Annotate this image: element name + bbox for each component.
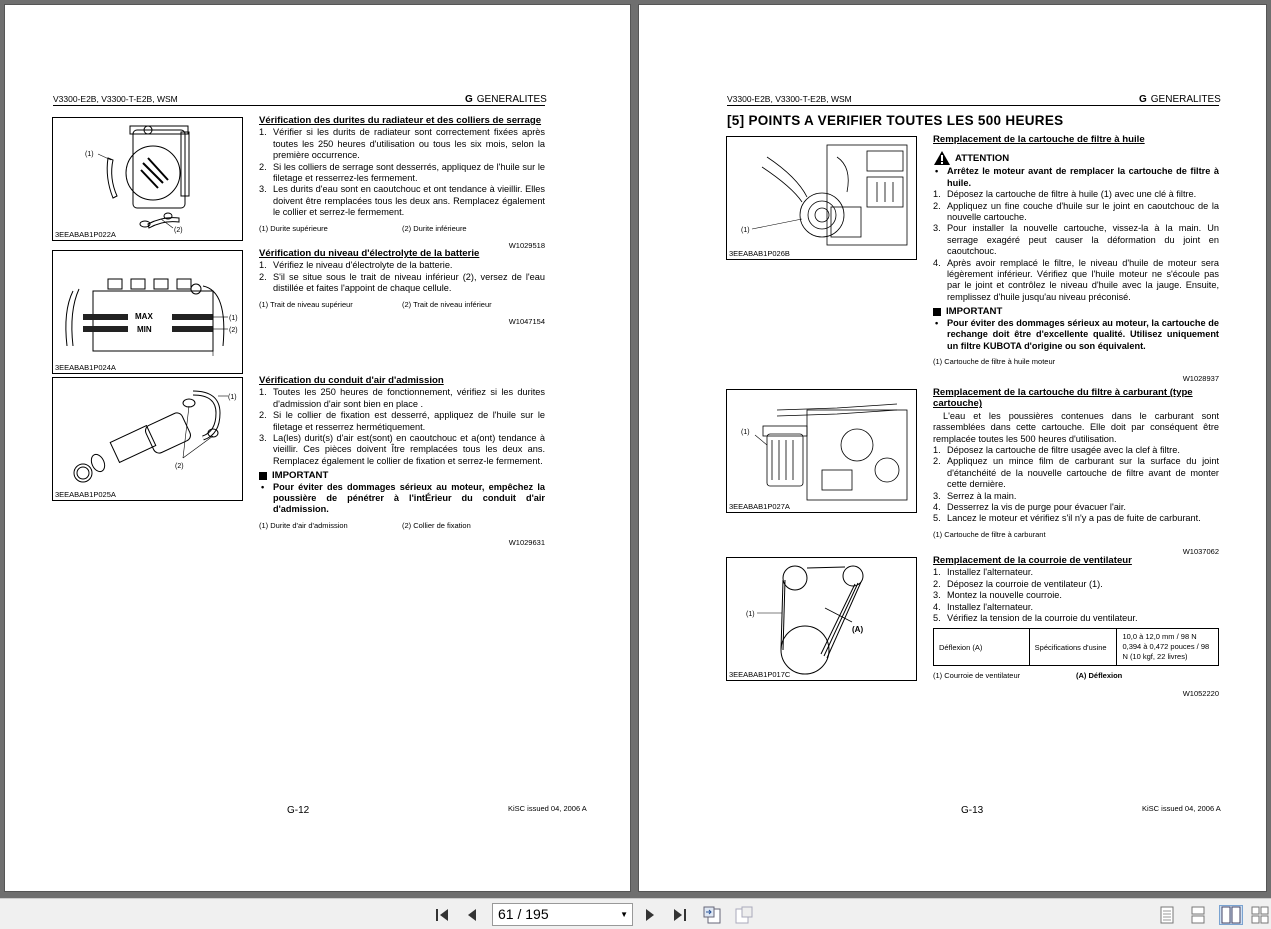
step-item: 1. Vérifiez le niveau d'électrolyte de la batterie. bbox=[259, 260, 453, 271]
step-item: 4. Installez l'alternateur. bbox=[933, 601, 1034, 612]
figure-fan-belt bbox=[726, 557, 917, 681]
svg-text:(1): (1) bbox=[228, 394, 237, 401]
attention-heading: ATTENTION bbox=[933, 150, 1219, 166]
prev-page-icon[interactable] bbox=[462, 905, 482, 925]
page-header-section: G GENERALITES bbox=[1139, 94, 1221, 105]
svg-text:(1): (1) bbox=[85, 151, 94, 158]
first-page-icon[interactable] bbox=[432, 905, 452, 925]
issued-note: KiSC issued 04, 2006 A bbox=[1142, 804, 1221, 813]
figure-radiator bbox=[52, 117, 243, 241]
figure-oil-filter bbox=[726, 136, 917, 260]
svg-text:(1): (1) bbox=[741, 227, 750, 234]
step-item: 1. Déposez la cartouche de filtre usagée avec la clef à filtre. bbox=[933, 445, 1180, 456]
figure-battery bbox=[52, 250, 243, 374]
step-item: 4. Après avoir remplacé le filtre, le niveau d'huile de moteur sera légèrement inférieur. Vérifiez que l'huile moteur ne s'écoule pas par le joint et contrôlez le niveau d'huile avec la jauge. Ensuite, remplissez d'huile jusqu'au niveau préconisé. bbox=[933, 257, 1219, 302]
doc-code: W1047154 bbox=[508, 317, 545, 327]
svg-text:(1): (1) bbox=[229, 315, 238, 322]
important-heading: IMPORTANT bbox=[933, 306, 1219, 317]
figure-legend: (1) Cartouche de filtre à huile moteur bbox=[933, 356, 1056, 366]
section-fuel-filter bbox=[933, 387, 1219, 558]
step-item: 2. Appliquez un fine couche d'huile sur le joint en caoutchouc de la nouvelle cartouche. bbox=[933, 200, 1219, 223]
important-text: • Pour éviter des dommages sérieux au moteur, empêchez la poussière de pénétrer à l'intÉrieur du conduit d'air d'admission. bbox=[259, 482, 545, 516]
table-cell: Déflexion (A) bbox=[934, 629, 1030, 666]
step-item: 1. Installez l'alternateur. bbox=[933, 567, 1034, 578]
square-icon bbox=[933, 308, 941, 316]
doc-code: W1029631 bbox=[508, 538, 545, 548]
step-item: 2. S'il se situe sous le trait de niveau inférieur (2), versez de l'eau distillée et faites l'appoint de chaque cellule. bbox=[259, 271, 545, 294]
figure-fuel-filter bbox=[726, 389, 917, 513]
step-item: 3. Pour installer la nouvelle cartouche, vissez-la à la main. Un serrage exagéré peut causer la déformation du joint en caoutchouc. bbox=[933, 223, 1219, 257]
next-page-icon[interactable] bbox=[640, 905, 660, 925]
figure-legend: (1) Durite supérieure (2) Durite inférieure bbox=[259, 223, 467, 233]
important-heading: IMPORTANT bbox=[259, 470, 545, 481]
svg-text:(2): (2) bbox=[229, 327, 238, 334]
step-item: 4. Desserrez la vis de purge pour évacuer l'air. bbox=[933, 502, 1126, 513]
doc-code: W1037062 bbox=[1182, 547, 1219, 557]
figure-legend: (1) Cartouche de filtre à carburant bbox=[933, 529, 1046, 539]
section-title: Remplacement de la cartouche de filtre à huile bbox=[933, 134, 1145, 145]
last-page-icon[interactable] bbox=[670, 905, 690, 925]
single-page-icon[interactable] bbox=[1157, 905, 1177, 925]
page-number-input[interactable]: 61 / 195 ▼ bbox=[492, 903, 633, 926]
two-page-continuous-icon[interactable] bbox=[1250, 905, 1270, 925]
section-oil-filter bbox=[933, 134, 1219, 385]
figure-caption: 3EEABAB1P022A bbox=[55, 230, 116, 239]
section-radiator-hoses bbox=[259, 115, 545, 251]
section-title: Vérification du conduit d'air d'admission bbox=[259, 375, 444, 386]
step-item: 3. La(les) durit(s) d'air est(sont) en caoutchouc et a(ont) tendance à vieillir. Ces pièces doivent Ître remplacées tous les deux ans. Remplacez également le collier de fixation et serrez-le fermement. bbox=[259, 433, 545, 466]
section-title: Remplacement de la courroie de ventilateur bbox=[933, 555, 1132, 566]
header-rule bbox=[53, 105, 545, 106]
label-min: MIN bbox=[137, 325, 152, 334]
svg-text:(1): (1) bbox=[746, 611, 755, 618]
continuous-icon[interactable] bbox=[1188, 905, 1208, 925]
square-icon bbox=[259, 472, 267, 480]
step-item: 3. Montez la nouvelle courroie. bbox=[933, 590, 1062, 601]
figure-air-intake bbox=[52, 377, 243, 501]
page-header-section: G GENERALITES bbox=[465, 94, 547, 105]
figure-caption: 3EEABAB1P024A bbox=[55, 363, 116, 372]
step-item: 2. Appliquez un mince film de carburant sur la surface du joint d'étanchéité de la nouvelle cartouche de filtre avant de monter cette dernière. bbox=[933, 456, 1219, 490]
figure-caption: 3EEABAB1P027A bbox=[729, 502, 790, 511]
doc-code: W1029518 bbox=[508, 241, 545, 251]
svg-text:(2): (2) bbox=[175, 463, 184, 470]
step-item: 5. Lancez le moteur et vérifiez s'il n'y a pas de fuite de carburant. bbox=[933, 513, 1201, 524]
figure-caption: 3EEABAB1P026B bbox=[729, 249, 790, 258]
figure-legend: (1) Courroie de ventilateur (A) Déflexion bbox=[933, 671, 1123, 681]
header-rule bbox=[727, 105, 1219, 106]
section-title: Vérification du niveau d'électrolyte de la batterie bbox=[259, 248, 480, 259]
step-item: 5. Vérifiez la tension de la courroie du ventilateur. bbox=[933, 613, 1138, 624]
navigation-toolbar bbox=[0, 898, 1271, 929]
table-cell: 10,0 à 12,0 mm / 98 N 0,394 à 0,472 pouces / 98 N (10 kgf, 22 livres) bbox=[1117, 629, 1219, 666]
page-g12 bbox=[4, 4, 631, 892]
page-number: G-12 bbox=[287, 805, 310, 816]
attention-text: • Arrêtez le moteur avant de remplacer la cartouche de filtre à huile. bbox=[933, 166, 1219, 189]
figure-legend: (1) Durite d'air d'admission (2) Collier de fixation bbox=[259, 520, 471, 530]
section-fan-belt bbox=[933, 555, 1219, 699]
page-number: G-13 bbox=[961, 805, 984, 816]
section-title: Vérification des durites du radiateur et des colliers de serrage bbox=[259, 115, 542, 126]
step-item: 1. Déposez la cartouche de filtre à huile (1) avec une clé à filtre. bbox=[933, 189, 1197, 200]
doc-code: W1052220 bbox=[1182, 688, 1219, 698]
step-item: 3. Les durits d'eau sont en caoutchouc et ont tendance à vieillir. Elles doivent être remplacées tous les deux ans. Remplacez également le collier et serrez-le fermement. bbox=[259, 184, 545, 218]
deflection-table bbox=[933, 628, 1219, 666]
svg-text:(2): (2) bbox=[174, 227, 183, 234]
step-item: 2. Déposez la courroie de ventilateur (1). bbox=[933, 578, 1103, 589]
section-air-intake bbox=[259, 375, 545, 549]
chevron-down-icon: ▼ bbox=[620, 910, 628, 919]
step-item: 3. Serrez à la main. bbox=[933, 490, 1017, 501]
go-forward-icon[interactable] bbox=[734, 905, 754, 925]
doc-code: W1028937 bbox=[1182, 374, 1219, 384]
section-title: Remplacement de la cartouche du filtre à carburant (type cartouche) bbox=[933, 387, 1193, 410]
two-page-icon[interactable] bbox=[1219, 905, 1243, 925]
issued-note: KiSC issued 04, 2006 A bbox=[508, 804, 587, 813]
warning-icon bbox=[933, 150, 951, 166]
page-g13 bbox=[638, 4, 1267, 892]
step-item: 2. Si le collier de fixation est desserré, appliquez de l'huile sur le filetage et resserrez hermétiquement. bbox=[259, 410, 545, 432]
step-item: 1. Toutes les 250 heures de fonctionnement, vérifiez si les durites d'admission d'air sont bien en place . bbox=[259, 387, 545, 409]
figure-caption: 3EEABAB1P017C bbox=[729, 670, 791, 679]
svg-text:(1): (1) bbox=[741, 429, 750, 436]
svg-text:(A): (A) bbox=[852, 625, 864, 634]
page-header-model: V3300-E2B, V3300-T-E2B, WSM bbox=[727, 94, 852, 104]
chapter-title: [5] POINTS A VERIFIER TOUTES LES 500 HEURES bbox=[727, 113, 1064, 128]
section-battery bbox=[259, 248, 545, 327]
step-item: 2. Si les colliers de serrage sont desserrés, appliquez de l'huile sur le filetage et resserrez-les fermement. bbox=[259, 161, 545, 184]
page-header-model: V3300-E2B, V3300-T-E2B, WSM bbox=[53, 94, 178, 104]
section-intro: L'eau et les poussières contenues dans le carburant sont rassemblées dans cette cartouche. Elle doit par conséquent être remplacée toutes les 500 heures d'utilisation. bbox=[933, 410, 1219, 444]
figure-legend: (1) Trait de niveau supérieur (2) Trait de niveau inférieur bbox=[259, 299, 492, 309]
table-cell: Spécifications d'usine bbox=[1029, 629, 1117, 666]
figure-caption: 3EEABAB1P025A bbox=[55, 490, 116, 499]
label-max: MAX bbox=[135, 312, 153, 321]
step-item: 1. Vérifier si les durits de radiateur sont correctement fixées après toutes les 250 heures d'utilisation ou tous les six mois, selon la première occurrence. bbox=[259, 127, 545, 161]
important-text: • Pour éviter des dommages sérieux au moteur, la cartouche de rechange doit être d'excellente qualité. Utilisez uniquement un filtre KUBOTA d'origine ou son équivalent. bbox=[933, 318, 1219, 352]
go-back-icon[interactable] bbox=[702, 905, 722, 925]
